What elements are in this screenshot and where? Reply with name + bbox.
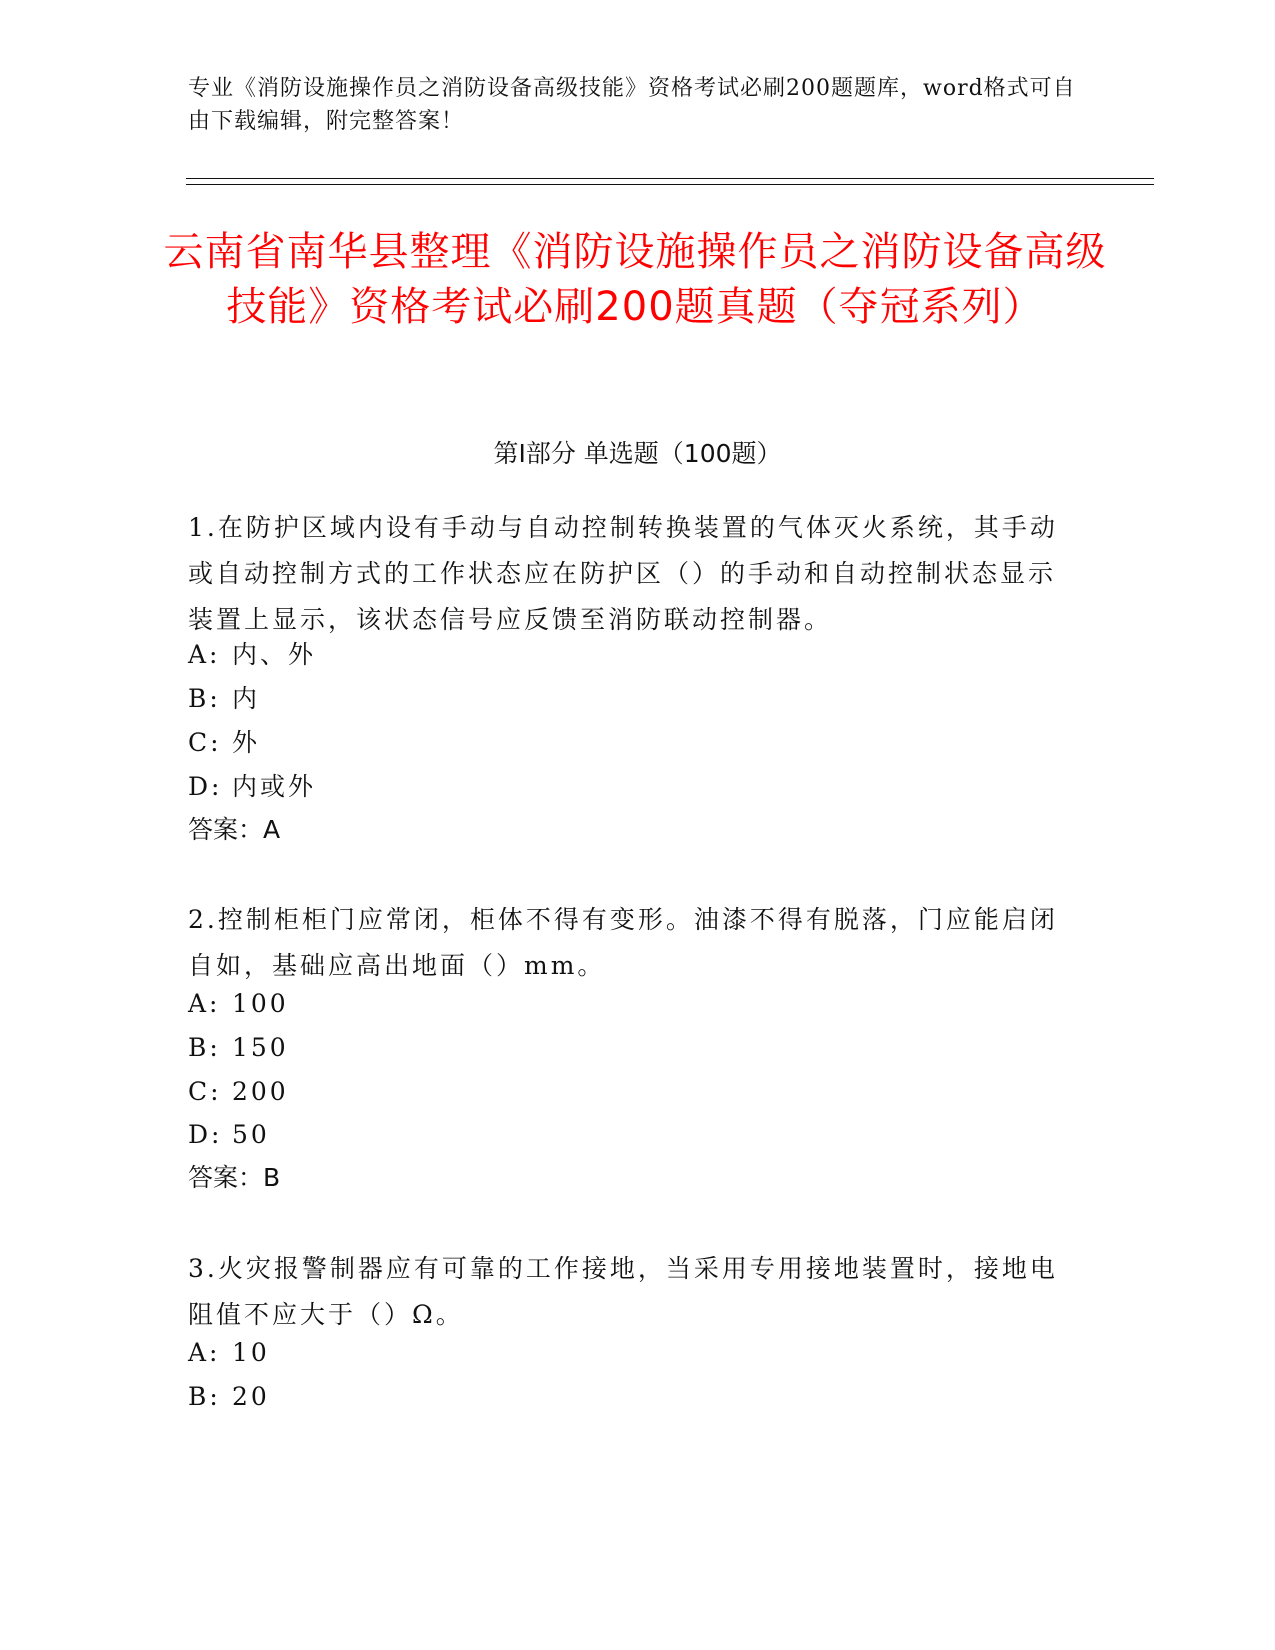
question-2-answer [188,1160,280,1196]
question-2-option-b [188,1030,289,1066]
question-1-option-b [188,681,260,717]
option-text: 10 [232,1338,270,1367]
header-rule-bottom [186,184,1154,185]
answer-value: B [263,1163,281,1192]
option-key: A: [188,1338,221,1367]
question-1-option-d [188,769,316,805]
option-key: B: [188,684,221,713]
answer-label: 答案： [188,815,264,844]
option-key: A: [188,989,221,1018]
option-text: 外 [232,728,261,757]
question-3-stem: 3.火灾报警制器应有可靠的工作接地，当采用专用接地装置时，接地电阻值不应大于（）Ω。 [188,1254,1058,1329]
question-2-stem: 2.控制柜柜门应常闭，柜体不得有变形。油漆不得有脱落，门应能启闭自如，基础应高出地面（）mm。 [188,905,1058,980]
answer-label: 答案： [188,1163,264,1192]
option-key: B: [188,1382,221,1411]
question-1-option-c [188,725,260,761]
option-text: 内或外 [232,772,317,801]
main-title: 云南省南华县整理《消防设施操作员之消防设备高级技能》资格考试必刷200题真题（夺冠系列） [163,229,1107,330]
question-3-option-b [188,1379,270,1415]
option-key: B: [188,1033,221,1062]
question-1-stem: 1.在防护区域内设有手动与自动控制转换装置的气体灭火系统，其手动或自动控制方式的工作状态应在防护区（）的手动和自动控制状态显示装置上显示，该状态信号应反馈至消防联动控制器。 [188,513,1058,634]
question-2-option-a [188,986,289,1022]
option-text: 100 [232,989,289,1018]
option-text: 150 [232,1033,289,1062]
option-text: 内 [232,684,261,713]
option-text: 50 [232,1120,270,1149]
question-3-option-a [188,1335,270,1371]
option-key: C: [188,1077,222,1106]
option-text: 20 [232,1382,270,1411]
option-key: D: [188,1120,223,1149]
option-text: 200 [232,1077,289,1106]
answer-value: A [263,815,281,844]
question-2-option-d [188,1117,270,1153]
option-key: D: [188,772,223,801]
option-key: A: [188,640,221,669]
header-rule-top [186,178,1154,179]
question-1-answer [188,812,280,848]
header-note: 专业《消防设施操作员之消防设备高级技能》资格考试必刷200题题库，word格式可自由下载编辑，附完整答案！ [188,76,1076,134]
option-key: C: [188,728,222,757]
section-title: 第I部分 单选题（100题） [493,439,782,468]
option-text: 内、外 [232,640,317,669]
question-1-option-a [188,637,316,673]
question-2-option-c [188,1074,289,1110]
